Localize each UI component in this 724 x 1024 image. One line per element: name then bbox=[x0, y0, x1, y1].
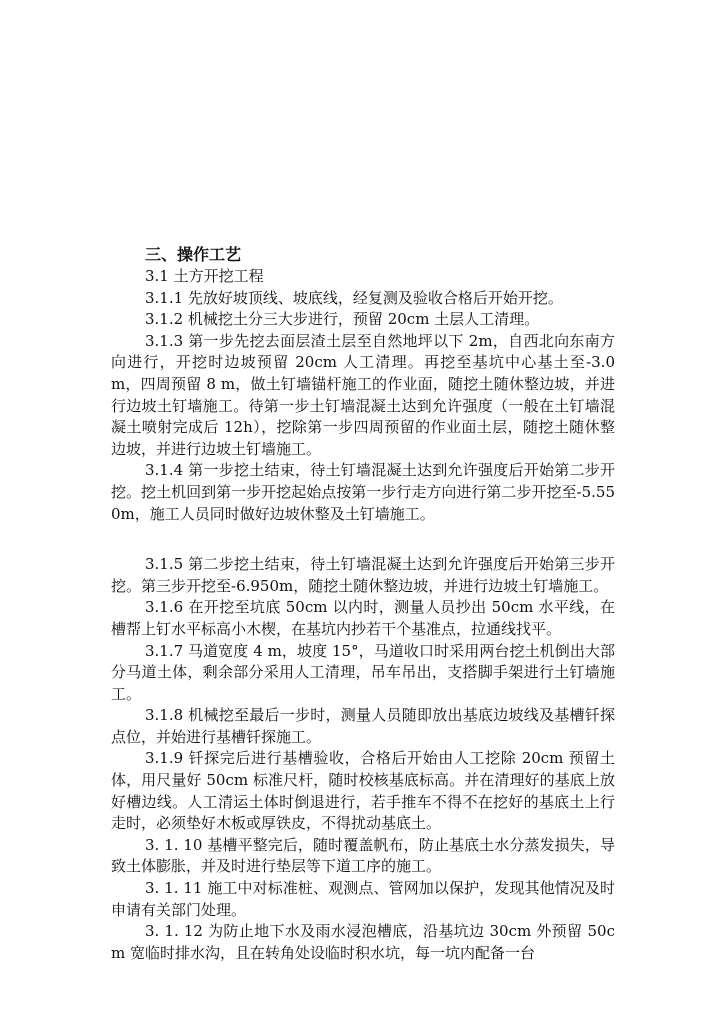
paragraph-3-1-11: 3. 1. 11 施工中对标准桩、观测点、管网加以保护，发现其他情况及时申请有关部门处理。 bbox=[111, 879, 615, 919]
paragraph-3-1-3: 3.1.3 第一步先挖去面层渣土层至自然地坪以下 2m，自西北向东南方向进行，开挖时边坡预留 20cm 人工清理。再挖至基坑中心基土至-3.0 m，四周预留 8 m，做土钉墙锚杆施工的作业面，随挖土随休整边坡，并进行边坡土钉墙施工。待第一步土钉墙混凝土达到允许强度（一般在土钉墙混凝土喷射完成后 12h），挖除第一步四周预留的作业面土层，随挖土随休整边坡，并进行边坡土钉墙施工。 bbox=[111, 331, 615, 458]
paragraph-3-1-6: 3.1.6 在开挖至坑底 50cm 以内时，测量人员抄出 50cm 水平线，在槽帮上钉水平标高小木楔，在基坑内抄若干个基准点，拉通线找平。 bbox=[111, 598, 615, 638]
paragraph-3-1: 3.1 土方开挖工程 bbox=[145, 267, 264, 285]
document-body bbox=[111, 244, 615, 964]
paragraph-3-1-8: 3.1.8 机械挖至最后一步时，测量人员随即放出基底边坡线及基槽钎探点位，并始进行基槽钎探施工。 bbox=[111, 706, 615, 746]
paragraph-3-1-4: 3.1.4 第一步挖土结束，待土钉墙混凝土达到允许强度后开始第二步开挖。挖土机回到第一步开挖起始点按第一步行走方向进行第二步开挖至-5.550m，施工人员同时做好边坡休整及土钉墙施工。 bbox=[111, 461, 615, 523]
paragraph-3-1-12: 3. 1. 12 为防止地下水及雨水浸泡槽底，沿基坑边 30cm 外预留 50cm 宽临时排水沟，且在转角处设临时积水坑，每一坑内配备一台 bbox=[111, 922, 615, 962]
paragraph-3-1-1: 3.1.1 先放好坡顶线、坡底线，经复测及验收合格后开始开挖。 bbox=[145, 288, 563, 307]
paragraph-gap bbox=[111, 525, 615, 554]
paragraph-3-1-2: 3.1.2 机械挖土分三大步进行，预留 20cm 土层人工清理。 bbox=[145, 310, 540, 329]
paragraph-3-1-10: 3. 1. 10 基槽平整完后，随时覆盖帆布，防止基底土水分蒸发损失，导致土体膨胀，并及时进行垫层等下道工序的施工。 bbox=[111, 835, 615, 876]
paragraph-3-1-5: 3.1.5 第二步挖土结束，待土钉墙混凝土达到允许强度后开始第三步开挖。第三步开挖至-6.950m，随挖土随休整边坡，并进行边坡土钉墙施工。 bbox=[111, 555, 615, 595]
section-title: 三、操作工艺 bbox=[145, 245, 242, 264]
paragraph-3-1-7: 3.1.7 马道宽度 4 m，坡度 15°，马道收口时采用两台挖土机倒出大部分马道土体，剩余部分采用人工清理，吊车吊出，支搭脚手架进行土钉墙施工。 bbox=[111, 641, 615, 703]
paragraph-3-1-9: 3.1.9 钎探完后进行基槽验收，合格后开始由人工挖除 20cm 预留土体，用尺量好 50cm 标准尺杆，随时校核基底标高。并在清理好的基底上放好槽边线。人工清运土体时倒退进行，若手推车不得不在挖好的基底土上行走时，必须垫好木板或厚铁皮，不得扰动基底土。 bbox=[111, 749, 615, 833]
